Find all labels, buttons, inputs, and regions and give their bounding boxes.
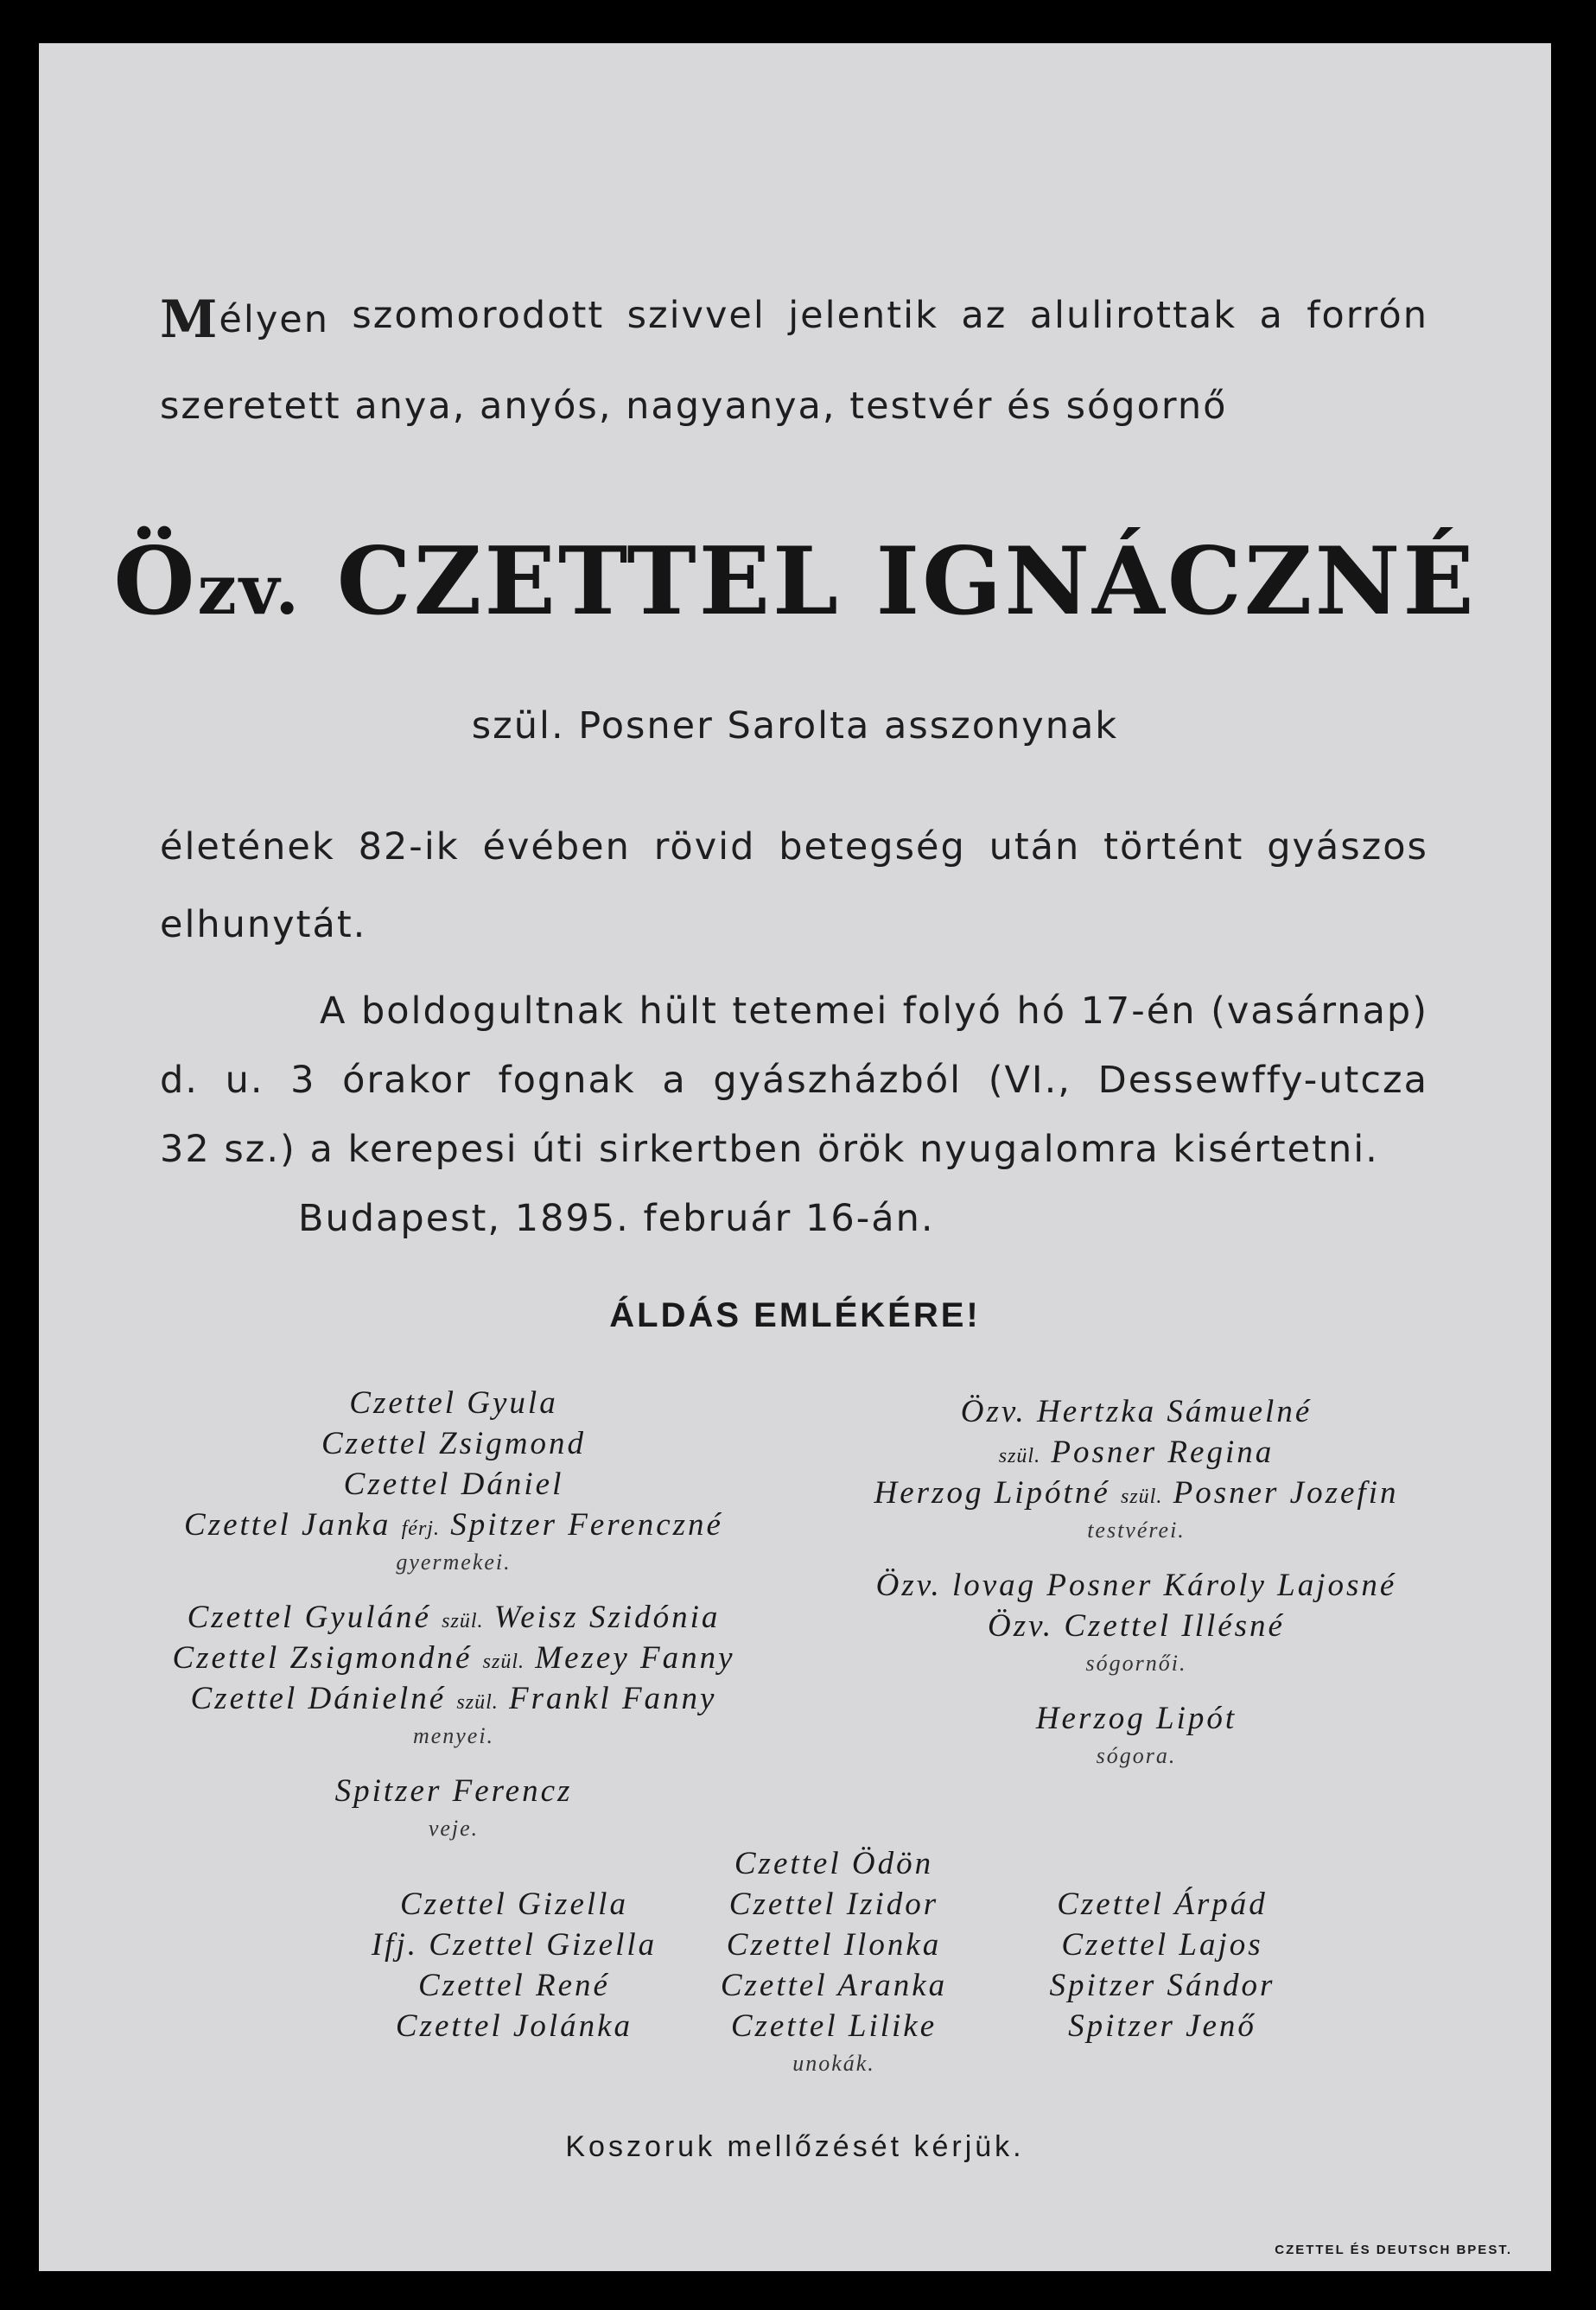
body-word: d.	[160, 1059, 199, 1102]
role-label: sógora.	[1096, 1743, 1177, 1768]
intro-word: szomorodott	[352, 294, 605, 337]
body-line-5: 32 sz.) a kerepesi úti sirkertben örök nyugalomra kisértetni.	[160, 1128, 1379, 1171]
role-label: veje.	[428, 1816, 480, 1841]
name-prefix-rest: zv.	[197, 549, 302, 630]
body-word: u.	[225, 1059, 264, 1102]
grandchild-name: Czettel Izidor	[728, 1887, 939, 1922]
body-word: órakor	[342, 1059, 472, 1102]
body-word: boldogultnak	[360, 990, 625, 1033]
body-word: hó	[1016, 990, 1067, 1033]
body-line-3	[320, 990, 1428, 1033]
intro-word: az	[961, 294, 1008, 337]
spacer	[151, 1580, 756, 1597]
name-main: CZETTEL IGNÁCZNÉ	[302, 527, 1477, 636]
body-word: 17-én	[1080, 990, 1197, 1033]
grandchild-name: Czettel Ilonka	[726, 1927, 942, 1963]
body-word: évében	[482, 825, 631, 869]
spacer	[843, 1548, 1430, 1565]
grandchild-name: Czettel Gizella	[400, 1887, 628, 1922]
name-prefix-initial: Ö	[113, 527, 198, 636]
grandchild-name: Spitzer Sándor	[1049, 1968, 1275, 2003]
body-word: (vasárnap)	[1211, 990, 1428, 1033]
dateline: Budapest, 1895. február 16-án.	[298, 1197, 935, 1240]
grandchild-name: Ifj. Czettel Gizella	[371, 1927, 658, 1963]
body-word: a	[662, 1059, 687, 1102]
grandchild-name: Spitzer Jenő	[1068, 2008, 1256, 2044]
grandchild-name: Czettel Jolánka	[395, 2008, 633, 2044]
body-word: tetemei	[732, 990, 889, 1033]
role-label: menyei.	[412, 1723, 495, 1748]
family-column-left	[151, 1383, 756, 1846]
daughter-in-law: Czettel Zsigmondné szül. Mezey Fanny	[172, 1640, 735, 1676]
body-word: 82-ik	[358, 825, 460, 869]
body-line-4	[160, 1059, 1428, 1102]
daughter-in-law: Czettel Gyuláné szül. Weisz Szidónia	[187, 1600, 721, 1635]
sister-in-law: Özv. Czettel Illésné	[988, 1608, 1285, 1644]
body-word: hült	[639, 990, 718, 1033]
body-word: A	[320, 990, 347, 1033]
body-word: 3	[290, 1059, 316, 1102]
daughter-in-law: Czettel Dánielné szül. Frankl Fanny	[190, 1681, 717, 1716]
body-word: betegség	[779, 825, 966, 869]
blessing-heading: ÁLDÁS EMLÉKÉRE!	[609, 1296, 981, 1334]
role-label: gyermekei.	[396, 1550, 512, 1575]
body-line-1	[160, 825, 1428, 869]
intro-word: alulirottak	[1029, 294, 1237, 337]
sibling-name: Herzog Lipótné szül. Posner Jozefin	[874, 1475, 1399, 1511]
spacer	[151, 1753, 756, 1771]
grandchildren-middle	[661, 1843, 1007, 2081]
grandchild-name: Czettel Árpád	[1057, 1887, 1268, 1922]
child-name: Czettel Zsigmond	[321, 1426, 586, 1461]
grandchild-name: Czettel Lajos	[1061, 1927, 1263, 1963]
body-word: Dessewffy-utcza	[1097, 1059, 1428, 1102]
grandchildren-left	[324, 1884, 704, 2046]
sibling-maiden: szül. Posner Regina	[998, 1435, 1275, 1470]
brother-in-law: Herzog Lipót	[1035, 1701, 1237, 1736]
ferj-abbrev: férj.	[401, 1518, 440, 1540]
grandchild-name: Czettel Lilike	[730, 2008, 938, 2044]
grandchild-name: Czettel Aranka	[720, 1968, 948, 2003]
deceased-name	[39, 527, 1551, 636]
role-label: unokák.	[792, 2051, 875, 2076]
intro-word: szivvel	[626, 294, 766, 337]
child-name: Czettel Dániel	[343, 1467, 564, 1502]
body-word: gyászházból	[713, 1059, 963, 1102]
son-in-law: Spitzer Ferencz	[334, 1773, 573, 1809]
body-word: (VI.,	[988, 1059, 1071, 1102]
child-name-janka: Czettel Janka férj. Spitzer Ferenczné	[184, 1507, 723, 1543]
body-word: fognak	[498, 1059, 636, 1102]
grandchild-name: Czettel René	[418, 1968, 610, 2003]
grandchildren-right	[989, 1884, 1335, 2046]
maiden-name-line: szül. Posner Sarolta asszonynak	[471, 704, 1119, 748]
intro-word-1: Mélyen	[160, 290, 329, 350]
body-word: folyó	[902, 990, 1002, 1033]
body-word: gyászos	[1267, 825, 1428, 869]
family-column-right	[843, 1391, 1430, 1773]
body-word: rövid	[653, 825, 756, 869]
drop-cap: M	[160, 290, 219, 350]
role-label: testvérei.	[1087, 1518, 1186, 1543]
body-word: után	[989, 825, 1081, 869]
printer-imprint: CZETTEL ÉS DEUTSCH BPEST.	[1275, 2243, 1512, 2257]
death-notice-sheet	[39, 43, 1551, 2271]
grandchild-name: Czettel Ödön	[734, 1846, 934, 1881]
intro-word: jelentik	[788, 294, 938, 337]
body-line-2: elhunytát.	[160, 903, 367, 946]
role-label: sógornői.	[1085, 1651, 1187, 1676]
closing-request: Koszoruk mellőzését kérjük.	[565, 2130, 1025, 2163]
intro-line-2: szeretett anya, anyós, nagyanya, testvér és sógornő	[160, 385, 1228, 428]
child-name: Czettel Gyula	[349, 1385, 558, 1421]
intro-line-1	[160, 290, 1428, 350]
intro-word: forrón	[1307, 294, 1428, 337]
intro-word: a	[1259, 294, 1284, 337]
body-word: életének	[160, 825, 335, 869]
sibling-name: Özv. Hertzka Sámuelné	[960, 1394, 1313, 1429]
body-word: történt	[1103, 825, 1244, 869]
spacer	[843, 1681, 1430, 1698]
sister-in-law: Özv. lovag Posner Károly Lajosné	[875, 1568, 1397, 1603]
